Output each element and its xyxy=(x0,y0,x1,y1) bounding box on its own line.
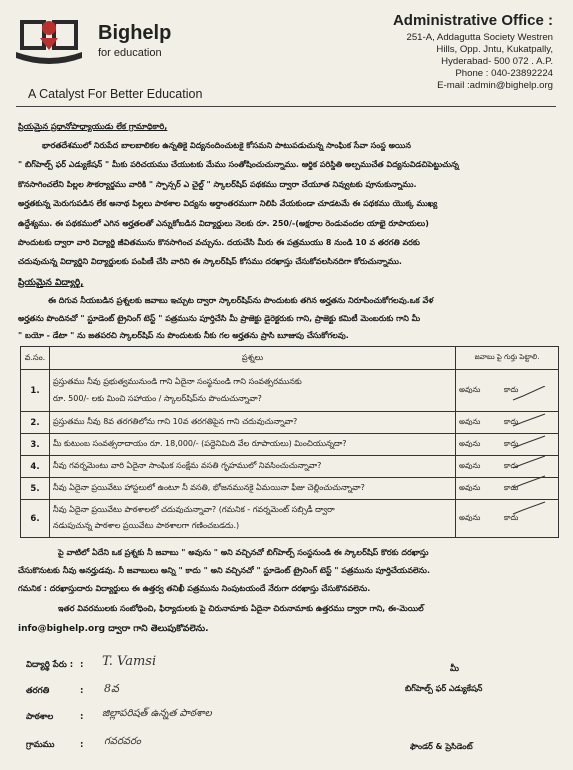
closing-yours: మీ xyxy=(450,664,459,674)
contact-line: ఇతర వివరములకు సంబోధించి, ఫిర్యాదులకు పై చిరునామాకు ఏదైనా చిరునామాకు ఉత్తరము ద్వారా గాని, ఈ-మెయిల్ xyxy=(58,604,424,613)
school-value[interactable]: జిల్లాపరిషత్ ఉన్నత పాఠశాల xyxy=(102,708,212,719)
intro-line: అర్హతకున్న మెరుగుపడిన లేక అనాథ పిల్లలు పాఠశాల విద్యను అర్ధాంతరముగా నిలిపి వేయకుండా చూడటమే ఈ పథకము యొక్క ముఖ్య xyxy=(18,199,438,208)
student-line: " బయో - డేటా " ను జతపరచి స్కాలర్‌షిప్ ను పొందుటకు నీకు గల అర్హతను ప్రాసి బూజుపు చేసుకోగలవు. xyxy=(18,331,349,340)
email-line: E-mail :admin@bighelp.org xyxy=(437,80,553,91)
brand-subtitle: for education xyxy=(98,47,162,59)
phone-line: Phone : 040-23892224 xyxy=(455,68,553,79)
question-number: 3. xyxy=(21,434,50,456)
question-text: నీవు ఏదైనా ప్రయివేటు పాఠశాలలో చదువుచున్నావా? (గమనిక - గవర్నమెంట్ సబ్సిడీ ద్వారా నడుపుచున్న పాఠశాల ప్రయివేటు పాఠశాలగా గణించబడదు.) xyxy=(50,500,456,538)
office-address-block xyxy=(303,12,553,92)
office-title: Administrative Office : xyxy=(392,12,553,29)
letter-page: Bighelp for education A Catalyst For Better Education Administrative Office : 251-A, Addagutta Society Westren Hills, Opp. Jntu, Kukatpally, Hyderabad- 500 072 . A.P. Phone : 040-23892224 E-mail :admin@bighelp.org ప్రియమైన ప్రధానోపాధ్యాయుడు లేక గ్రామాధికారి, భారతదేశములో నిరుపేద బాలబాలికల ఉన్నతికై విద్యనందించుటకై కోసమని పాటుపడుచున్న సాంఘిక సేవా సంస్థ అయిన " బిగ్‌హెల్ప్ ఫర్ ఎడ్యుకేషన్ " మీకు పరిచయము చేయుటకు మేము సంతోషించుచున్నాము. ఆర్థిక పరిస్థితి అల్పముచేత విద్యనువిడచిపెట్టుచున్న కొనసాగించలేని పిల్లల సౌకర్యార్థము వారికి " స్పాన్సర్ ఎ చైల్డ్ " స్కాలర్‌షిప్ పథకము ద్వారా చేయూత నివ్వుటకు పూనుకున్నాము. అర్హతకున్న మెరుగుపడిన లేక అనాథ పిల్లలు పాఠశాల విద్యను అర్ధాంతరముగా నిలిపి వేయకుండా చూడటమే ఈ పథకము యొక్క ముఖ్య ఉద్దేశ్యము. ఈ పథకములో ఎగిన అర్హతలతో ఎన్నుకోబడిన విద్యార్థులు నెలకు రూ. 250/-(అక్షరాల రెండువందల యాభై రూపాయలు) పొందుటకు ద్వారా వారి విద్యార్థి జీవితమును కొనసాగించ వచ్చును. దయచేసి మీరు ఈ పత్రముయు 8 నుండి 10 వ తరగతి వరకు చదువుచున్న విద్యార్థిని విద్యార్థులకు పంపిణీ చేసి వారిని ఈ స్కాలర్‌షిప్ కోసము దరఖాస్తు చేసుకోవలసినదిగా కోరుచున్నాము. ప్రియమైన విద్యార్థి, ఈ దిగువ నీయబడిన ప్రశ్నలకు జవాబు ఇచ్చుట ద్వారా స్కాలర్‌షిప్‌ను పొందుటకు తగిన అర్హతను నిరూపించుకోగలవు.ఒక వేళ అర్హతను పొందినచో " స్టూడెంట్ ట్రైనింగ్ టెస్ట్ " పత్రమును పూర్తిచేసి మీ ప్రాజెక్టు డైరెక్టరుకు గాని, ప్రాజెక్టు కమిటీ మెంబరుకు గాని మీ " బయో - డేటా " ను జతపరచి స్కాలర్‌షిప్ ను పొందుటకు నీకు గల అర్హతను ప్రాసి బూజుపు చేసుకోగలవు. వ.సం. ప్రశ్నలు జవాబు పై గుర్తు పెట్టాలి. 1. ప్రస్తుతము నీవు ప్రభుత్వమునుండి గాని ఏదైనా సంస్థనుండి గాని సంవత్సరమునకు రూ. 500/- లకు మించి సహాయం / స్కాలర్‌షిప్‌ను పొందుచున్నావా? అవును కాదు 2. ప్రస్తుతము నీవు 8వ తరగతిలోను గాని 10వ తరగతిపైన గాని చదువుచున్నావా? అవును కాదు 3. మీ కుటుంబ సంవత్సరాదాయం రూ. 18,000/- (పద్దెనిమిది వేల రూపాయలు) మించియున్నదా? అవును కాదు 4. నీవు గవర్నమెంటు వారి ఏదైనా సాంఘిక సంక్షేమ వసతి గృహములో నివసించుచున్నావా? అవును కాదు 5. నీవు ఏదైనా ప్రయివేటు హాస్టలులో ఉంటూ నీ వసతి, భోజనమునకై ఏమయినా ఫీజు చెల్లించుచున్నావా? అవును కాదు 6. నీవు ఏదైనా ప్రయివేటు పాఠశాలలో చదువుచున్నావా? (గమనిక - గవర్నమెంట్ సబ్సిడీ ద్వారా నడుపుచున్న పాఠశాల ప్రయివేటు పాఠశాలగా గణించబడదు.) అవును కాదు పై వాటిలో ఏదేని ఒక ప్రశ్నకు నీ జవాబు " అవును " అని వచ్చినచో బిగ్‌హెల్ప్ సంస్థనుండి ఈ స్కాలర్‌షిప్ కొరకు దరఖాస్తు చేసుకొనుటకు నీవు అనర్హుడవు. నీ జవాబులు అన్ని " కాదు " అని వచ్చినచో " స్టూడెంట్ ట్రైనింగ్ టెస్ట్ " పత్రమును పూర్తిచేయవలెను. గమనిక : దరఖాస్తుదారు విద్యార్థులు ఈ ఉత్తర్వ తనిఖీ పత్రమును నింపుటయందే నేరుగా దరఖాస్తు చేసుకొనవలెను. ఇతర వివరములకు సంబోధించి, ఫిర్యాదులకు పై చిరునామాకు ఏదైనా చిరునామాకు ఉత్తరము ద్వారా గాని, ఈ-మెయిల్ info@bighelp.org ద్వారా గాని తెలుపుకోవలెను. విద్యార్థి పేరు : : T. Vamsi తరగతి : 8వ పాఠశాల : జిల్లాపరిషత్ ఉన్నత పాఠశాల గ్రామము : గవరవరం మీ బిగ్‌హెల్ప్ ఫర్ ఎడ్యుకేషన్ ఫౌండర్ & ప్రెసిడెంట్ xyxy=(0,0,573,770)
closing-org: బిగ్‌హెల్ప్ ఫర్ ఎడ్యుకేషన్ xyxy=(405,684,483,693)
intro-line: చదువుచున్న విద్యార్థిని విద్యార్థులకు పంపిణీ చేసి వారిని ఈ స్కాలర్‌షిప్ కోసము దరఖాస్తు చేసుకోవలసినదిగా కోరుచున్నాము. xyxy=(18,257,402,266)
question-number: 6. xyxy=(21,500,50,538)
student-line: అర్హతను పొందినచో " స్టూడెంట్ ట్రైనింగ్ టెస్ట్ " పత్రమును పూర్తిచేసి మీ ప్రాజెక్టు డైరెక్టరుకు గాని, ప్రాజెక్టు కమిటీ మెంబరుకు గాని మీ xyxy=(18,314,421,323)
question-number: 4. xyxy=(21,456,50,478)
eligibility-table xyxy=(20,346,559,538)
class-value[interactable]: 8వ xyxy=(104,682,119,695)
option-no[interactable]: కాదు xyxy=(504,385,519,394)
question-number: 1. xyxy=(21,370,50,412)
student-greeting: ప్రియమైన విద్యార్థి, xyxy=(18,278,84,288)
question-text: మీ కుటుంబ సంవత్సరాదాయం రూ. 18,000/- (పద్దెనిమిది వేల రూపాయలు) మించియున్నదా? xyxy=(50,434,456,456)
option-no[interactable]: కాదు xyxy=(504,439,519,448)
table-row xyxy=(21,456,559,478)
question-number: 2. xyxy=(21,412,50,434)
table-row xyxy=(21,370,559,412)
header-divider xyxy=(16,106,556,107)
question-text: ప్రస్తుతము నీవు ప్రభుత్వమునుండి గాని ఏదైనా సంస్థనుండి గాని సంవత్సరమునకు రూ. 500/- లకు మించి సహాయం / స్కాలర్‌షిప్‌ను పొందుచున్నావా? xyxy=(50,370,456,412)
option-yes[interactable]: అవును xyxy=(459,483,481,492)
contact-email-line: info@bighelp.org ద్వారా గాని తెలుపుకోవలెను. xyxy=(18,624,209,634)
intro-line: కొనసాగించలేని పిల్లల సౌకర్యార్థము వారికి " స్పాన్సర్ ఎ చైల్డ్ " స్కాలర్‌షిప్ పథకము ద్వారా చేయూత నివ్వుటకు పూనుకున్నాము. xyxy=(18,180,417,189)
col-header-number: వ.సం. xyxy=(21,347,50,370)
intro-line: భారతదేశములో నిరుపేద బాలబాలికల ఉన్నతికై విద్యనందించుటకై కోసమని పాటుపడుచున్న సాంఘిక సేవా సంస్థ అయిన xyxy=(42,141,411,150)
question-text: నీవు గవర్నమెంటు వారి ఏదైనా సాంఘిక సంక్షేమ వసతి గృహములో నివసించుచున్నావా? xyxy=(50,456,456,478)
option-yes[interactable]: అవును xyxy=(459,417,481,426)
col-header-question: ప్రశ్నలు xyxy=(50,347,456,370)
option-yes[interactable]: అవును xyxy=(459,385,481,394)
col-header-answer: జవాబు పై గుర్తు పెట్టాలి. xyxy=(456,347,559,370)
brand-name: Bighelp xyxy=(98,22,172,44)
option-yes[interactable]: అవును xyxy=(459,461,481,470)
student-name-value[interactable]: T. Vamsi xyxy=(102,654,157,669)
closing-signatory: ఫౌండర్ & ప్రెసిడెంట్ xyxy=(410,742,473,751)
student-line: ఈ దిగువ నీయబడిన ప్రశ్నలకు జవాబు ఇచ్చుట ద్వారా స్కాలర్‌షిప్‌ను పొందుటకు తగిన అర్హతను నిరూపించుకోగలవు.ఒక వేళ xyxy=(48,296,434,305)
option-yes[interactable]: అవును xyxy=(459,439,481,448)
note-line: గమనిక : దరఖాస్తుదారు విద్యార్థులు ఈ ఉత్తర్వ తనిఖీ పత్రమును నింపుటయందే నేరుగా దరఖాస్తు చేసుకొనవలెను. xyxy=(18,584,371,593)
tagline: A Catalyst For Better Education xyxy=(28,87,203,101)
village-label: గ్రామము xyxy=(26,740,55,750)
address-line: Hills, Opp. Jntu, Kukatpally, xyxy=(436,44,553,55)
instruction-line: పై వాటిలో ఏదేని ఒక ప్రశ్నకు నీ జవాబు " అవును " అని వచ్చినచో బిగ్‌హెల్ప్ సంస్థనుండి ఈ స్కాలర్‌షిప్ కొరకు దరఖాస్తు xyxy=(58,548,429,557)
intro-line: ఉద్దేశ్యము. ఈ పథకములో ఎగిన అర్హతలతో ఎన్నుకోబడిన విద్యార్థులు నెలకు రూ. 250/-(అక్షరాల రెండువందల యాభై రూపాయలు) xyxy=(18,219,429,228)
table-row xyxy=(21,434,559,456)
address-line: Hyderabad- 500 072 . A.P. xyxy=(441,56,553,67)
question-number: 5. xyxy=(21,478,50,500)
class-label: తరగతి xyxy=(26,686,50,696)
table-row xyxy=(21,412,559,434)
table-header-row xyxy=(21,347,559,370)
table-row xyxy=(21,478,559,500)
option-no[interactable]: కాదు xyxy=(504,513,519,522)
question-text: ప్రస్తుతము నీవు 8వ తరగతిలోను గాని 10వ తరగతిపైన గాని చదువుచున్నావా? xyxy=(50,412,456,434)
school-label: పాఠశాల xyxy=(26,712,54,722)
village-value[interactable]: గవరవరం xyxy=(104,736,141,747)
intro-line: పొందుటకు ద్వారా వారి విద్యార్థి జీవితమును కొనసాగించ వచ్చును. దయచేసి మీరు ఈ పత్రముయు 8 నుండి 10 వ తరగతి వరకు xyxy=(18,238,420,247)
table-row xyxy=(21,500,559,538)
option-no[interactable]: కాదు xyxy=(504,417,519,426)
intro-line: " బిగ్‌హెల్ప్ ఫర్ ఎడ్యుకేషన్ " మీకు పరిచయము చేయుటకు మేము సంతోషించుచున్నాము. ఆర్థిక పరిస్థితి అల్పముచేత విద్యనువిడచిపెట్టుచున్న xyxy=(18,160,459,169)
checkmarks-icon xyxy=(505,386,565,536)
student-name-label: విద్యార్థి పేరు : xyxy=(26,660,74,670)
address-line: 251-A, Addagutta Society Westren xyxy=(406,32,553,43)
option-yes[interactable]: అవును xyxy=(459,513,481,522)
option-no[interactable]: కాదు xyxy=(504,483,519,492)
salutation: ప్రియమైన ప్రధానోపాధ్యాయుడు లేక గ్రామాధికారి, xyxy=(18,122,168,131)
instruction-line: చేసుకొనుటకు నీవు అనర్హుడవు. నీ జవాబులు అన్ని " కాదు " అని వచ్చినచో " స్టూడెంట్ ట్రైనింగ్ టెస్ట్ " పత్రమును పూర్తిచేయవలెను. xyxy=(18,566,430,575)
option-no[interactable]: కాదు xyxy=(504,461,519,470)
question-text: నీవు ఏదైనా ప్రయివేటు హాస్టలులో ఉంటూ నీ వసతి, భోజనమునకై ఏమయినా ఫీజు చెల్లించుచున్నావా? xyxy=(50,478,456,500)
